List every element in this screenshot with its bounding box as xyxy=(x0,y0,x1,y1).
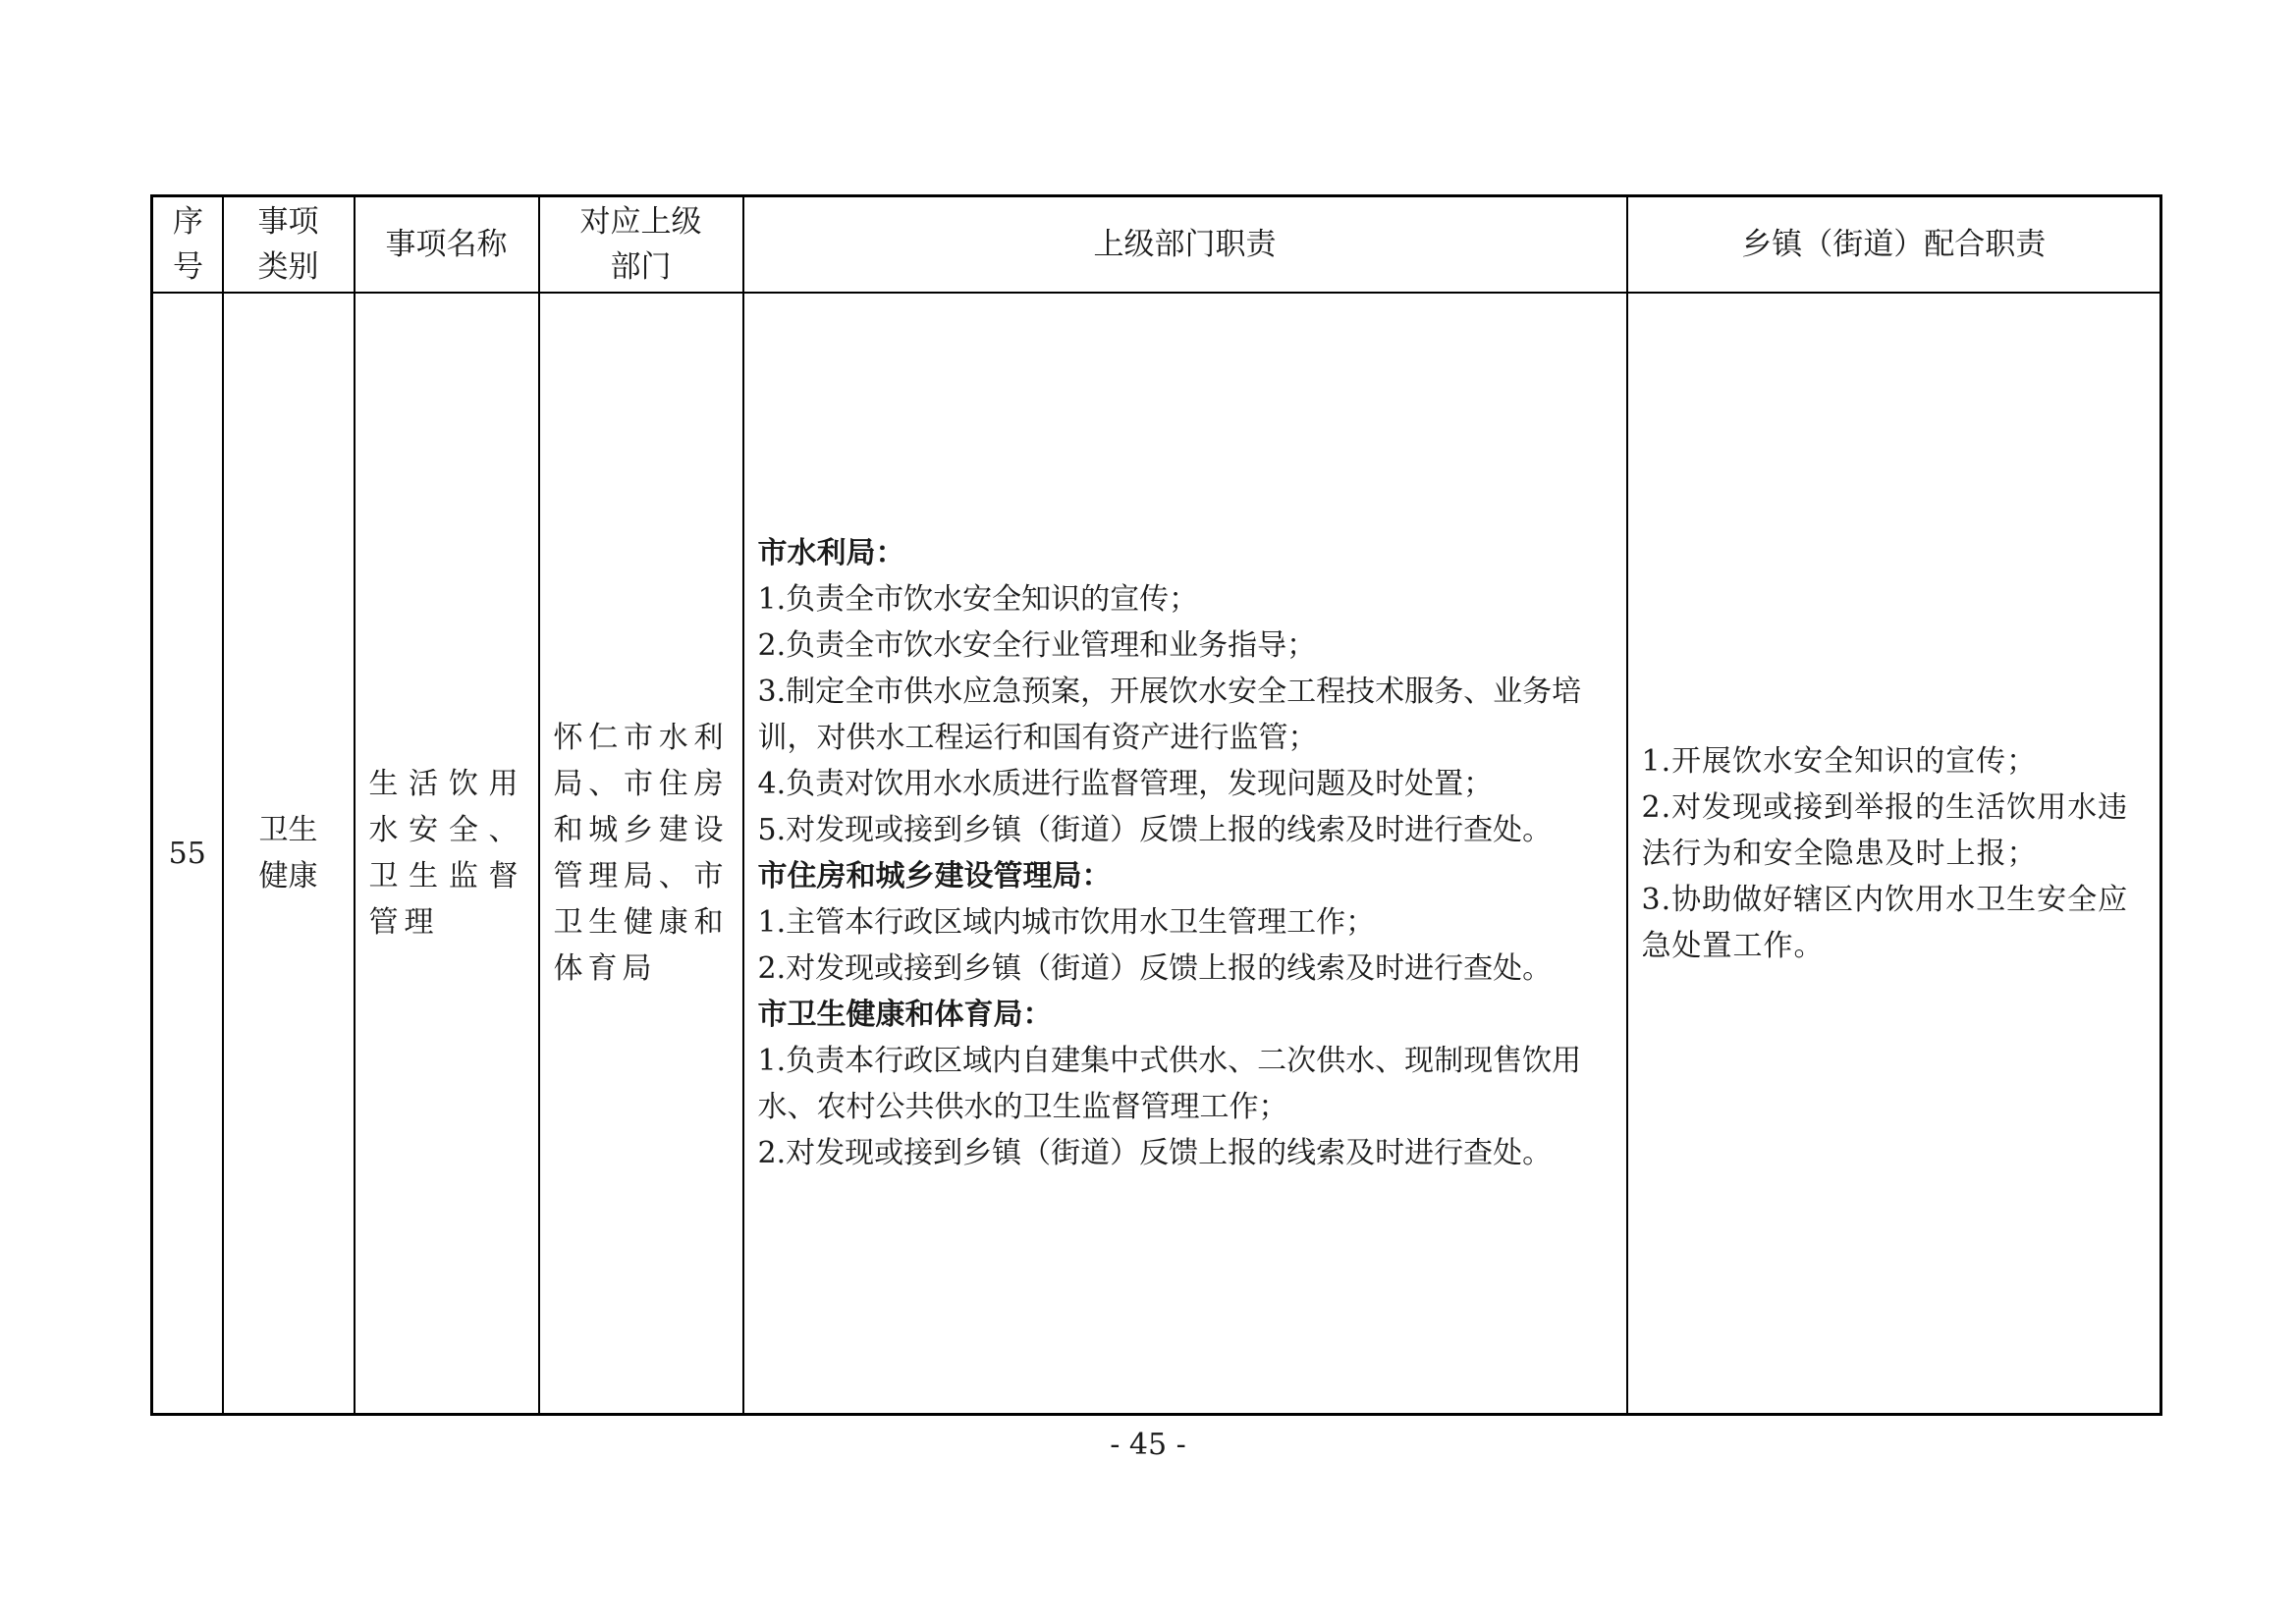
header-town-duty: 乡镇（街道）配合职责 xyxy=(1627,196,2161,294)
header-superior-dept: 对应上级部门 xyxy=(539,196,743,294)
duty-group-heading: 市住房和城乡建设管理局： xyxy=(757,859,1112,893)
duty-item: 1.负责本行政区域内自建集中式供水、二次供水、现制现售饮用水、农村公共供水的卫生监督管理工作； xyxy=(757,1044,1582,1124)
header-item-name: 事项名称 xyxy=(355,196,539,294)
cell-item-name: 生活饮用水安全、卫生监督管理 xyxy=(355,293,539,1415)
duty-table xyxy=(150,194,2162,1416)
header-seq: 序号 xyxy=(152,196,223,294)
duty-item: 2.负责全市饮水安全行业管理和业务指导； xyxy=(757,628,1317,663)
page-number: - 45 - xyxy=(1110,1428,1186,1462)
duty-group-housing-bureau xyxy=(758,853,1613,992)
table-header-row xyxy=(152,196,2161,294)
town-duty-item: 2.对发现或接到举报的生活饮用水违法行为和安全隐患及时上报； xyxy=(1641,789,2129,871)
duty-item: 1.负责全市饮水安全知识的宣传； xyxy=(757,582,1199,617)
duty-item: 1.主管本行政区域内城市饮用水卫生管理工作； xyxy=(757,905,1376,940)
town-duty-item: 3.协助做好辖区内饮用水卫生安全应急处置工作。 xyxy=(1641,882,2129,963)
header-superior-duty: 上级部门职责 xyxy=(743,196,1627,294)
duty-item: 3.制定全市供水应急预案，开展饮水安全工程技术服务、业务培训，对供水工程运行和国有资产进行监管； xyxy=(757,675,1582,755)
duty-group-health-bureau xyxy=(758,992,1613,1176)
duty-item: 5.对发现或接到乡镇（街道）反馈上报的线索及时进行查处。 xyxy=(757,813,1553,847)
table-row xyxy=(152,293,2161,1415)
cell-category xyxy=(223,293,355,1415)
cell-town-duty xyxy=(1627,293,2161,1415)
cell-superior-duty xyxy=(743,293,1627,1415)
duty-group-heading: 市水利局： xyxy=(757,536,905,570)
duty-table-container xyxy=(150,194,2159,1416)
town-duty-item: 1.开展饮水安全知识的宣传； xyxy=(1641,743,2038,779)
duty-group-heading: 市卫生健康和体育局： xyxy=(757,998,1053,1032)
duty-item: 2.对发现或接到乡镇（街道）反馈上报的线索及时进行查处。 xyxy=(757,951,1553,986)
cell-seq: 55 xyxy=(152,293,223,1415)
duty-group-water-bureau xyxy=(758,530,1613,853)
header-category: 事项类别 xyxy=(223,196,355,294)
duty-item: 2.对发现或接到乡镇（街道）反馈上报的线索及时进行查处。 xyxy=(757,1136,1553,1170)
cell-superior-dept: 怀仁市水利局、市住房和城乡建设管理局、市卫生健康和体育局 xyxy=(539,293,743,1415)
duty-item: 4.负责对饮用水水质进行监督管理，发现问题及时处置； xyxy=(757,767,1494,801)
category-text: 卫生健康 xyxy=(258,813,318,893)
